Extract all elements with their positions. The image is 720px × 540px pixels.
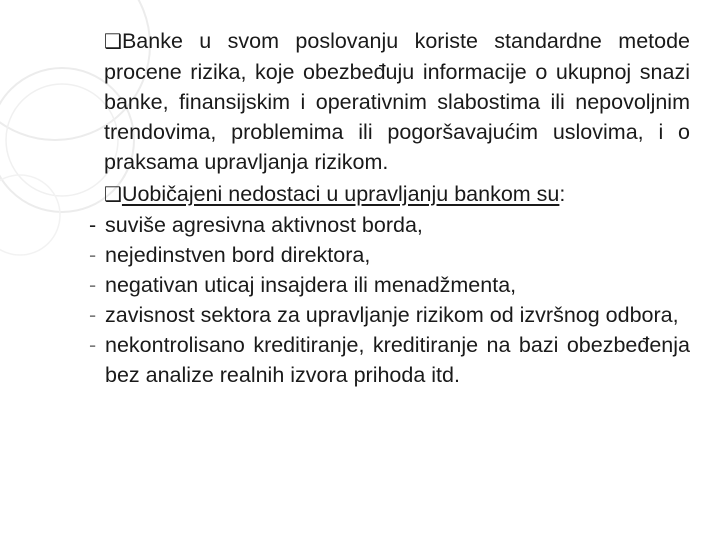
list-item-text: nekontrolisano kreditiranje, kreditiranje na bazi obezbeđenja bez analize realnih izvora prihoda itd. (105, 333, 690, 387)
list-item (89, 300, 690, 330)
list-item-text: negativan uticaj insajdera ili menadžmenta, (105, 273, 517, 297)
list-item (89, 330, 690, 390)
heading-colon: : (559, 182, 566, 206)
square-bullet-icon: ❑ (104, 31, 122, 53)
list-item-text: nejedinstven bord direktora, (105, 243, 371, 267)
dash-marker: - (89, 243, 97, 267)
dash-marker: - (89, 333, 97, 357)
dash-marker: - (89, 273, 97, 297)
slide-content (89, 26, 690, 390)
paragraph-risk-methods (104, 26, 690, 177)
paragraph-text: Banke u svom poslovanju koriste standardne metode procene rizika, koje obezbeđuju informacije o ukupnoj snazi banke, finansijskim i operativnim slabostima ili nepovoljnim trendovima, problemima ili pogoršavajućim uslovima, i o praksama upravljanja rizikom. (104, 29, 690, 174)
dash-marker: - (89, 303, 97, 327)
square-bullet-icon: ❑ (104, 184, 122, 206)
list-item-text: zavisnost sektora za upravljanje rizikom od izvršnog odbora, (105, 303, 679, 327)
heading-text: Uobičajeni nedostaci u upravljanju bankom su (121, 182, 560, 206)
deficiency-list (89, 210, 690, 390)
dash-marker: - (89, 213, 97, 237)
list-item (89, 270, 690, 300)
deficiencies-heading (104, 179, 690, 210)
list-item-text: suviše agresivna aktivnost borda, (105, 213, 423, 237)
list-item (89, 210, 690, 240)
list-item (89, 240, 690, 270)
